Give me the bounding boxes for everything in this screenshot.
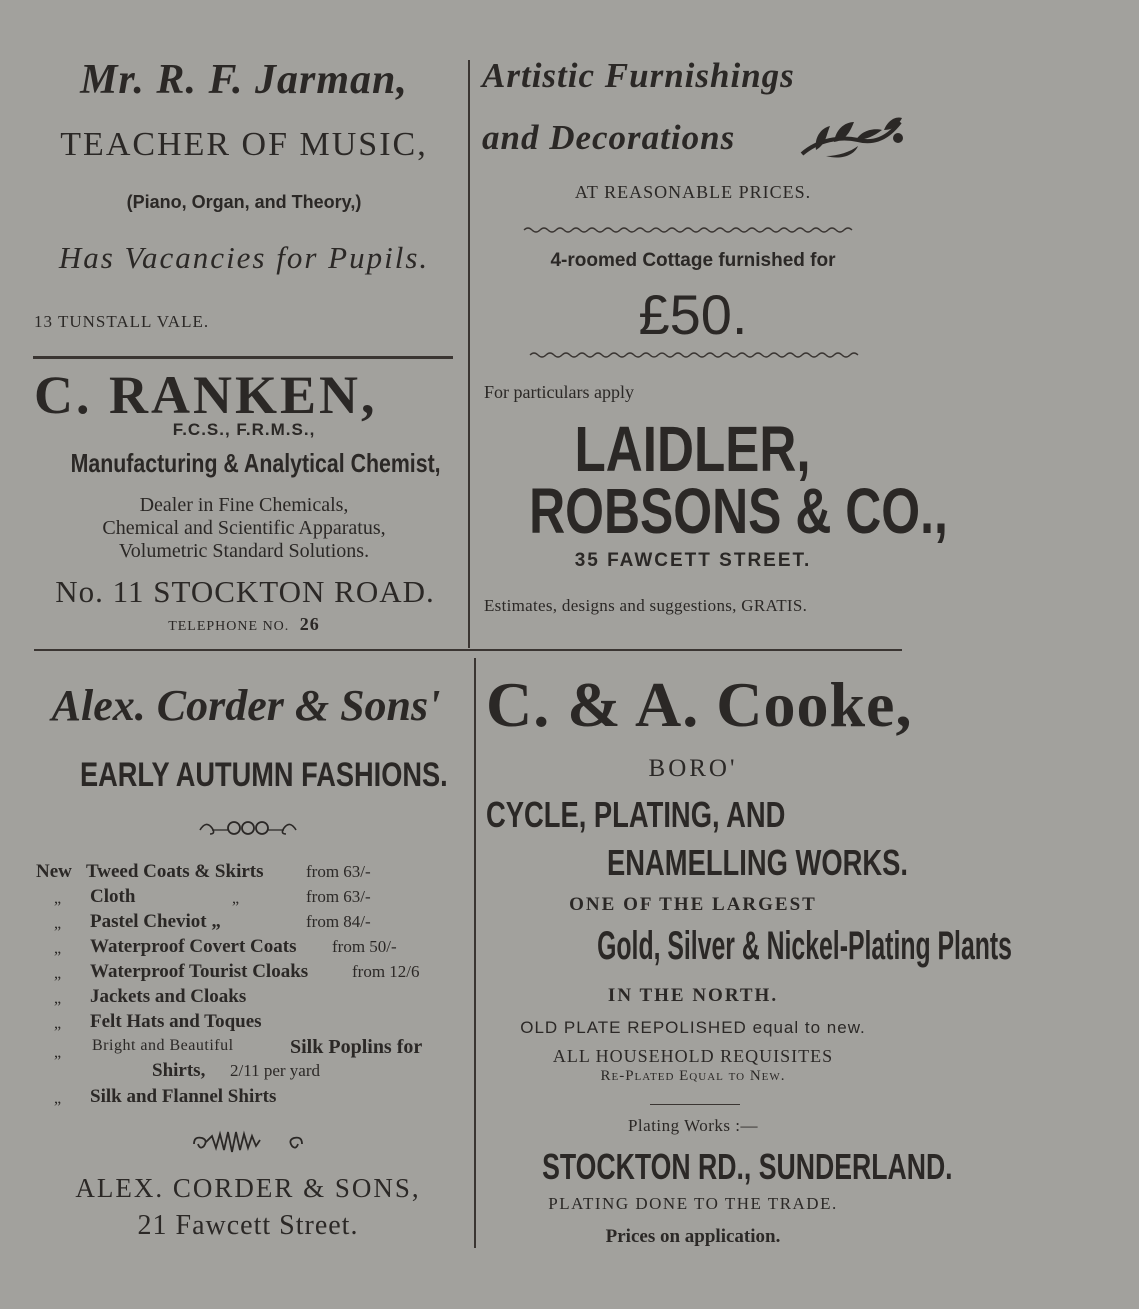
ditto-mark: „	[54, 915, 62, 932]
ditto-mark: „	[54, 1015, 62, 1032]
ditto-mark: „	[54, 890, 62, 907]
list-item-price: from 63/-	[306, 862, 371, 881]
laidler-name-2: ROBSONS & CO.,	[529, 475, 948, 547]
ditto-mark: „	[54, 940, 62, 957]
list-item-name: Cloth	[90, 886, 136, 907]
cooke-works-2: ENAMELLING WORKS.	[607, 842, 908, 883]
cooke-plants: Gold, Silver & Nickel-Plating Plants	[597, 924, 1012, 968]
cooke-works-1: CYCLE, PLATING, AND	[486, 794, 786, 835]
corder-name: Alex. Corder & Sons'	[51, 681, 441, 730]
list-item-price: from 50/-	[332, 937, 397, 956]
laidler-address: 35 FAWCETT STREET.	[574, 550, 812, 571]
list-item-price: from 12/6	[352, 962, 420, 981]
list-item-name: Waterproof Covert Coats	[90, 936, 297, 957]
cooke-address-wrap	[470, 1146, 953, 1188]
list-item-name: Jackets and Cloaks	[90, 986, 247, 1007]
ditto-mark: „	[54, 1090, 62, 1107]
list-item-name: Silk and Flannel Shirts	[90, 1086, 277, 1107]
cooke-address: STOCKTON RD., SUNDERLAND.	[542, 1146, 953, 1187]
ditto-mark: „	[54, 1044, 62, 1061]
list-item	[36, 886, 466, 910]
cooke-works-2-wrap	[478, 842, 908, 884]
wavy-rule-top	[524, 226, 854, 234]
laidler-blackletter-1: Artistic Furnishings	[482, 56, 795, 95]
ranken-line-2: Chemical and Scientific Apparatus,	[102, 517, 386, 539]
corder-heading-wrap	[34, 756, 454, 795]
ditto-mark: „	[54, 965, 62, 982]
list-item	[36, 1086, 466, 1110]
laidler-cottage: 4-roomed Cottage furnished for	[550, 250, 836, 271]
list-item	[36, 986, 466, 1010]
corder-footer-name: ALEX. CORDER & SONS,	[75, 1173, 421, 1203]
horizontal-divider	[34, 649, 902, 651]
laidler-prices: AT REASONABLE PRICES.	[574, 182, 812, 202]
ranken-telephone-number: 26	[299, 614, 320, 634]
cooke-replated: Re-Plated Equal to New.	[600, 1068, 786, 1084]
cooke-household: ALL HOUSEHOLD REQUISITES	[552, 1046, 834, 1066]
cooke-trade: PLATING DONE TO THE TRADE.	[548, 1194, 838, 1213]
laidler-price: £50.	[638, 283, 748, 346]
ranken-line-1: Dealer in Fine Chemicals,	[139, 494, 349, 516]
floral-ornament-icon	[796, 110, 906, 162]
cooke-prices: Prices on application.	[605, 1226, 781, 1247]
cooke-plating-works: Plating Works :—	[627, 1116, 759, 1135]
list-item-name: Felt Hats and Toques	[90, 1011, 262, 1032]
laidler-estimates: Estimates, designs and suggestions, GRATIS.	[484, 596, 808, 615]
vertical-divider-top	[468, 60, 470, 648]
cooke-north: IN THE NORTH.	[607, 985, 779, 1006]
cooke-short-rule	[650, 1104, 740, 1105]
jarman-vacancies: Has Vacancies for Pupils.	[58, 240, 430, 275]
poplins-intro: Bright and Beautiful	[92, 1037, 234, 1054]
list-item-price: from 84/-	[306, 912, 371, 931]
ranken-role: Manufacturing & Analytical Chemist,	[70, 448, 441, 478]
ditto-mark: „	[232, 890, 240, 907]
cooke-repolished-b: equal to new.	[752, 1018, 866, 1037]
list-item-name: Tweed Coats & Skirts	[86, 861, 264, 882]
ranken-address: No. 11 STOCKTON ROAD.	[55, 574, 435, 609]
jarman-address: 13 TUNSTALL VALE.	[34, 312, 210, 331]
poplins-item: Silk Poplins for	[290, 1036, 423, 1058]
cooke-name: C. & A. Cooke,	[486, 669, 913, 740]
scroll-ornament-icon	[198, 818, 298, 838]
cooke-largest: ONE OF THE LARGEST	[569, 894, 817, 915]
flourish-ornament-icon	[190, 1124, 306, 1156]
ranken-qualifications: F.C.S., F.R.M.S.,	[172, 420, 316, 439]
corder-heading: EARLY AUTUMN FASHIONS.	[79, 756, 448, 794]
list-item	[36, 936, 466, 960]
laidler-name-2-wrap	[470, 474, 948, 548]
list-item	[36, 861, 466, 885]
list-lead-new: New	[36, 861, 72, 882]
cooke-repolished-a: OLD PLATE REPOLISHED	[520, 1018, 747, 1037]
list-item-name: Waterproof Tourist Cloaks	[90, 961, 309, 982]
cooke-plants-wrap	[470, 924, 1012, 969]
list-item-name: Pastel Cheviot „	[90, 911, 221, 932]
laidler-name-1: LAIDLER,	[574, 413, 812, 485]
cooke-repolished	[478, 1018, 908, 1038]
poplins-shirts: Shirts,	[152, 1060, 206, 1081]
corder-footer-address: 21 Fawcett Street.	[137, 1210, 359, 1241]
ranken-telephone-label: TELEPHONE NO.	[168, 619, 290, 634]
cooke-boro: BORO'	[648, 755, 738, 782]
laidler-blackletter-2: and Decorations	[482, 118, 736, 157]
list-item	[36, 911, 466, 935]
cooke-works-1-wrap	[486, 794, 880, 836]
list-item	[36, 1036, 466, 1086]
ranken-name: C. RANKEN,	[34, 365, 378, 425]
ranken-telephone	[34, 614, 454, 635]
wavy-rule-bottom	[530, 351, 860, 359]
jarman-name: Mr. R. F. Jarman,	[80, 57, 408, 103]
laidler-apply: For particulars apply	[484, 382, 634, 402]
jarman-ranken-divider	[33, 356, 453, 359]
list-item	[36, 1011, 466, 1035]
jarman-title: TEACHER OF MUSIC,	[60, 126, 428, 163]
list-item-price: from 63/-	[306, 887, 371, 906]
list-item	[36, 961, 466, 985]
jarman-subjects: (Piano, Organ, and Theory,)	[126, 192, 362, 212]
ditto-mark: „	[54, 990, 62, 1007]
ranken-line-3: Volumetric Standard Solutions.	[118, 540, 370, 562]
poplins-price: 2/11 per yard	[230, 1061, 321, 1080]
ranken-role-wrap	[30, 448, 460, 479]
